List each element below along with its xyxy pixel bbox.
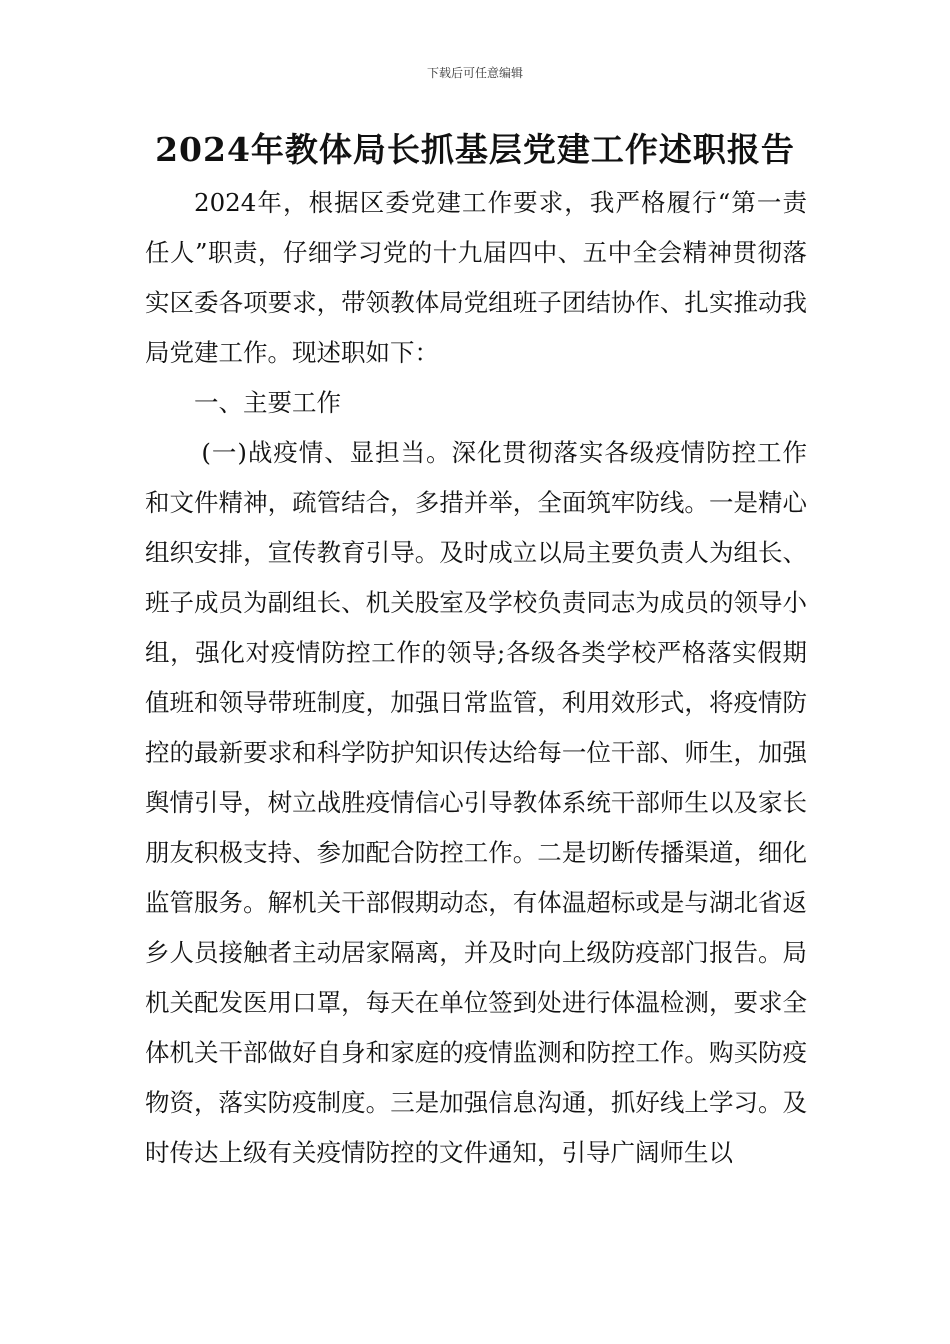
document-body [145, 178, 807, 1178]
section-heading: 一、主要工作 [194, 388, 341, 417]
subsection-paragraph: (一)战疫情、显担当。深化贯彻落实各级疫情防控工作和文件精神，疏管结合，多措并举，全面筑牢防线。一是精心组织安排，宣传教育引导。及时成立以局主要负责人为组长、班子成员为副组长、机关股室及学校负责同志为成员的领导小组，强化对疫情防控工作的领导;各级各类学校严格落实假期值班和领导带班制度，加强日常监管，利用效形式，将疫情防控的最新要求和科学防护知识传达给每一位干部、师生，加强舆情引导，树立战胜疫情信心引导教体系统干部师生以及家长朋友积极支持、参加配合防控工作。二是切断传播渠道，细化监管服务。解机关干部假期动态，有体温超标或是与湖北省返乡人员接触者主动居家隔离，并及时向上级防疫部门报告。局机关配发医用口罩，每天在单位签到处进行体温检测，要求全体机关干部做好自身和家庭的疫情监测和防控工作。购买防疫物资，落实防疫制度。三是加强信息沟通，抓好线上学习。及时传达上级有关疫情防控的文件通知，引导广阔师生以 [145, 438, 807, 1167]
intro-paragraph: 2024年，根据区委党建工作要求，我严格履行“第一责任人”职责，仔细学习党的十九届四中、五中全会精神贯彻落实区委各项要求，带领教体局党组班子团结协作、扎实推动我局党建工作。现述职如下： [145, 188, 807, 367]
header-note: 下载后可任意编辑 [426, 66, 523, 80]
document-title: 2024年教体局长抓基层党建工作述职报告 [155, 130, 795, 169]
